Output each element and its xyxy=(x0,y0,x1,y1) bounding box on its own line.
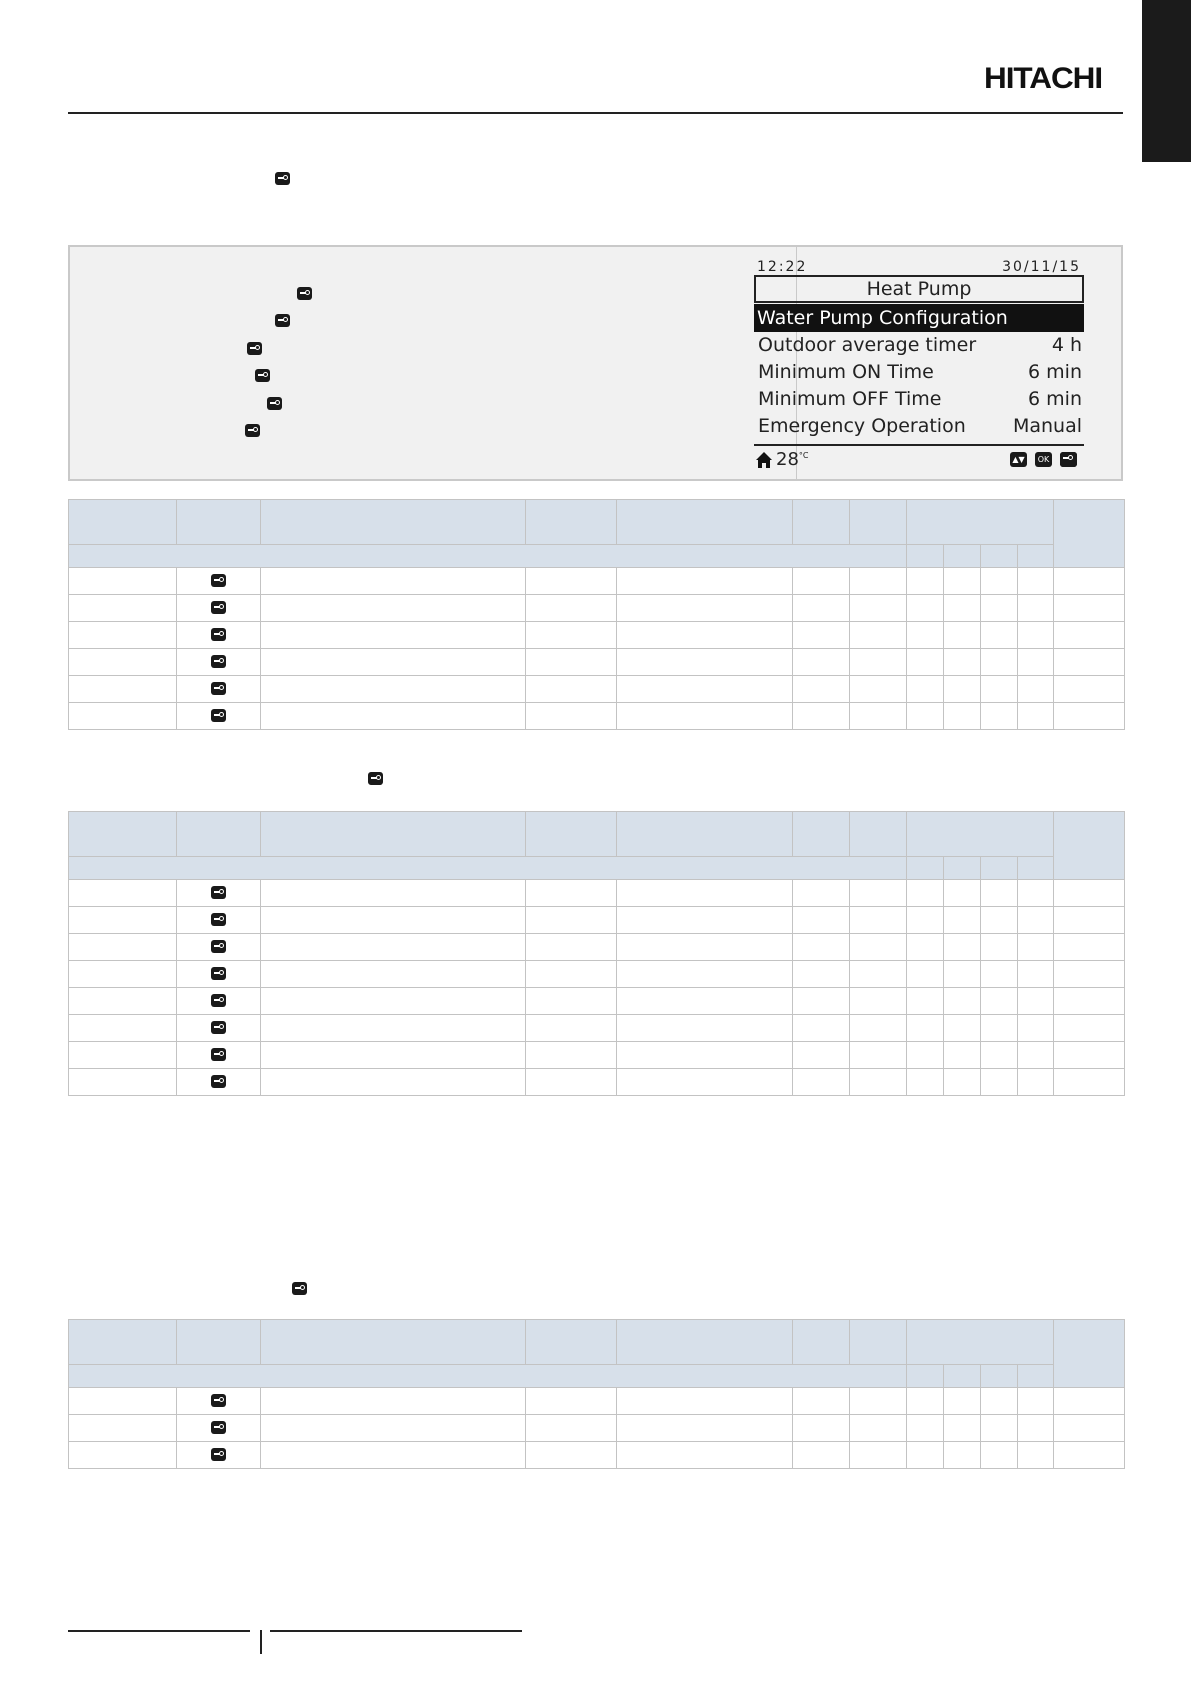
table-cell xyxy=(69,1388,177,1415)
table-cell xyxy=(261,649,526,676)
footer-rule xyxy=(270,1630,522,1632)
table-cell xyxy=(850,1415,907,1442)
table-cell xyxy=(526,1069,617,1096)
table-row xyxy=(69,649,1125,676)
table-cell xyxy=(261,934,526,961)
table-cell xyxy=(793,961,850,988)
key-icon xyxy=(255,369,270,382)
table-cell xyxy=(1054,622,1125,649)
table-cell xyxy=(617,934,793,961)
table-cell xyxy=(907,649,944,676)
lcd-footer-divider xyxy=(754,444,1084,446)
table-row xyxy=(69,934,1125,961)
table-cell xyxy=(261,1388,526,1415)
table-cell xyxy=(1018,568,1054,595)
table-cell xyxy=(944,1388,981,1415)
table-cell xyxy=(944,649,981,676)
table-cell xyxy=(907,961,944,988)
table-cell xyxy=(617,568,793,595)
table-cell xyxy=(907,1015,944,1042)
table-cell xyxy=(793,1442,850,1469)
table-cell xyxy=(617,1388,793,1415)
table-cell xyxy=(526,934,617,961)
table-cell xyxy=(981,880,1018,907)
lcd-row-value: Manual xyxy=(1012,415,1082,437)
table-cell xyxy=(793,595,850,622)
key-icon xyxy=(211,940,226,953)
table-cell xyxy=(793,1015,850,1042)
table-cell xyxy=(981,988,1018,1015)
table-cell xyxy=(69,934,177,961)
table-cell xyxy=(944,703,981,730)
access-level-cell xyxy=(177,649,261,676)
table-cell xyxy=(69,1415,177,1442)
table-cell xyxy=(1054,595,1125,622)
table-subheader-row xyxy=(69,545,1125,568)
table-cell xyxy=(1018,703,1054,730)
table-cell xyxy=(1018,961,1054,988)
table-cell xyxy=(617,676,793,703)
table-row xyxy=(69,622,1125,649)
table-cell xyxy=(617,1442,793,1469)
table-row xyxy=(69,1015,1125,1042)
table-cell xyxy=(1054,703,1125,730)
key-icon xyxy=(211,1048,226,1061)
header-divider xyxy=(68,112,1123,114)
parameter-table xyxy=(68,499,1125,730)
lcd-row-minimum-off-time[interactable] xyxy=(754,386,1084,412)
table-cell xyxy=(1054,1415,1125,1442)
key-icon xyxy=(211,913,226,926)
table-cell xyxy=(907,988,944,1015)
table-cell xyxy=(793,1415,850,1442)
access-level-cell xyxy=(177,988,261,1015)
access-level-cell xyxy=(177,1442,261,1469)
table-cell xyxy=(981,622,1018,649)
table-cell xyxy=(850,934,907,961)
lcd-row-value: 4 h xyxy=(1051,334,1082,356)
parameter-table xyxy=(68,1319,1125,1469)
table-cell xyxy=(617,1415,793,1442)
table-cell xyxy=(981,1015,1018,1042)
table-cell xyxy=(1054,1069,1125,1096)
key-icon xyxy=(292,1282,307,1295)
table-cell xyxy=(1054,568,1125,595)
key-icon xyxy=(211,994,226,1007)
table-cell xyxy=(69,676,177,703)
outdoor-temperature-unit: °C xyxy=(798,451,809,460)
key-icon xyxy=(211,1421,226,1434)
key-icon xyxy=(211,682,226,695)
table-cell xyxy=(1018,1069,1054,1096)
lcd-time: 12:22 xyxy=(757,259,808,275)
table-cell xyxy=(1018,649,1054,676)
table-cell xyxy=(981,1042,1018,1069)
table-cell xyxy=(1018,1042,1054,1069)
table-cell xyxy=(69,568,177,595)
access-level-cell xyxy=(177,1069,261,1096)
key-icon xyxy=(368,772,383,785)
parameter-table xyxy=(68,811,1125,1096)
table-cell xyxy=(1018,676,1054,703)
table-cell xyxy=(850,1442,907,1469)
table-cell xyxy=(617,907,793,934)
table-cell xyxy=(793,649,850,676)
table-cell xyxy=(69,988,177,1015)
table-cell xyxy=(69,880,177,907)
table-cell xyxy=(944,1042,981,1069)
table-cell xyxy=(526,907,617,934)
table-cell xyxy=(944,1015,981,1042)
table-cell xyxy=(261,880,526,907)
table-cell xyxy=(526,649,617,676)
table-cell xyxy=(944,880,981,907)
access-level-cell xyxy=(177,622,261,649)
table-cell xyxy=(526,1388,617,1415)
lcd-date: 30/11/15 xyxy=(1002,259,1081,275)
table-cell xyxy=(944,1442,981,1469)
table-cell xyxy=(944,622,981,649)
table-cell xyxy=(907,595,944,622)
table-cell xyxy=(944,961,981,988)
table-cell xyxy=(1018,1442,1054,1469)
table-cell xyxy=(1054,880,1125,907)
table-cell xyxy=(907,622,944,649)
table-cell xyxy=(69,622,177,649)
table-row xyxy=(69,1042,1125,1069)
key-icon xyxy=(245,424,260,437)
table-cell xyxy=(261,961,526,988)
chapter-tab-marker xyxy=(1142,0,1191,162)
table-cell xyxy=(617,961,793,988)
table-cell xyxy=(907,568,944,595)
table-cell xyxy=(944,907,981,934)
table-cell xyxy=(526,595,617,622)
table-cell xyxy=(261,907,526,934)
table-cell xyxy=(617,703,793,730)
footer-rule xyxy=(68,1630,250,1632)
table-cell xyxy=(1054,649,1125,676)
table-cell xyxy=(69,907,177,934)
table-cell xyxy=(526,622,617,649)
lcd-row-value: 6 min xyxy=(1028,388,1082,410)
access-level-cell xyxy=(177,1388,261,1415)
table-cell xyxy=(907,676,944,703)
table-cell xyxy=(69,595,177,622)
key-icon[interactable] xyxy=(1060,452,1077,467)
lcd-menu-title: Heat Pump xyxy=(754,275,1084,303)
table-cell xyxy=(907,1415,944,1442)
table-cell xyxy=(1054,961,1125,988)
table-row xyxy=(69,961,1125,988)
table-cell xyxy=(1054,1015,1125,1042)
table-cell xyxy=(907,1442,944,1469)
table-cell xyxy=(907,703,944,730)
table-body xyxy=(69,1388,1125,1469)
lcd-row-minimum-on-time[interactable] xyxy=(754,359,1084,385)
lcd-row-label: Minimum OFF Time xyxy=(758,388,942,410)
table-cell xyxy=(261,568,526,595)
outdoor-temperature-value: 28 xyxy=(776,449,799,470)
table-cell xyxy=(981,568,1018,595)
table-cell xyxy=(850,676,907,703)
table-cell xyxy=(617,988,793,1015)
table-body xyxy=(69,880,1125,1096)
access-level-cell xyxy=(177,676,261,703)
key-icon xyxy=(267,397,282,410)
table-cell xyxy=(1018,1388,1054,1415)
table-cell xyxy=(981,649,1018,676)
table-cell xyxy=(850,595,907,622)
table-cell xyxy=(261,622,526,649)
table-cell xyxy=(69,703,177,730)
table-cell xyxy=(1054,934,1125,961)
lcd-row-label: Minimum ON Time xyxy=(758,361,934,383)
table-cell xyxy=(1018,595,1054,622)
table-cell xyxy=(981,1388,1018,1415)
table-row xyxy=(69,1415,1125,1442)
table-cell xyxy=(907,934,944,961)
table-cell xyxy=(1054,1388,1125,1415)
table-cell xyxy=(261,676,526,703)
table-cell xyxy=(981,934,1018,961)
table-cell xyxy=(981,1415,1018,1442)
lcd-screen xyxy=(754,257,1084,475)
table-cell xyxy=(981,595,1018,622)
lcd-row-value: 6 min xyxy=(1028,361,1082,383)
table-cell xyxy=(944,1415,981,1442)
table-cell xyxy=(1018,1415,1054,1442)
table-cell xyxy=(261,988,526,1015)
table-cell xyxy=(793,988,850,1015)
table-cell xyxy=(850,649,907,676)
table-cell xyxy=(850,568,907,595)
access-level-cell xyxy=(177,880,261,907)
access-level-cell xyxy=(177,934,261,961)
key-icon xyxy=(211,709,226,722)
ok-button-icon[interactable]: OK xyxy=(1035,452,1052,467)
table-header-row xyxy=(69,500,1125,545)
table-cell xyxy=(261,1015,526,1042)
table-cell xyxy=(261,1042,526,1069)
key-icon xyxy=(211,886,226,899)
table-cell xyxy=(981,676,1018,703)
table-cell xyxy=(526,1442,617,1469)
table-row xyxy=(69,595,1125,622)
table-cell xyxy=(69,649,177,676)
table-subheader-row xyxy=(69,1365,1125,1388)
access-level-cell xyxy=(177,595,261,622)
key-icon xyxy=(247,342,262,355)
table-row xyxy=(69,676,1125,703)
table-cell xyxy=(261,1442,526,1469)
key-icon xyxy=(211,628,226,641)
table-cell xyxy=(526,988,617,1015)
table-cell xyxy=(850,1069,907,1096)
table-cell xyxy=(1054,907,1125,934)
table-cell xyxy=(850,880,907,907)
table-cell xyxy=(69,1442,177,1469)
key-icon xyxy=(211,1394,226,1407)
table-cell xyxy=(617,1042,793,1069)
table-cell xyxy=(944,1069,981,1096)
table-cell xyxy=(850,1015,907,1042)
key-icon xyxy=(211,967,226,980)
table-cell xyxy=(69,1015,177,1042)
table-cell xyxy=(793,703,850,730)
footer-separator xyxy=(260,1630,262,1654)
table-cell xyxy=(69,961,177,988)
table-cell xyxy=(850,1388,907,1415)
lcd-footer xyxy=(754,448,1084,472)
access-level-cell xyxy=(177,1042,261,1069)
key-icon xyxy=(297,287,312,300)
access-level-cell xyxy=(177,1415,261,1442)
table-cell xyxy=(907,1069,944,1096)
lcd-row-outdoor-average-timer[interactable] xyxy=(754,332,1084,358)
table-cell xyxy=(793,1069,850,1096)
table-cell xyxy=(793,1042,850,1069)
table-row xyxy=(69,907,1125,934)
table-cell xyxy=(1054,988,1125,1015)
table-cell xyxy=(261,1415,526,1442)
key-icon xyxy=(275,314,290,327)
table-cell xyxy=(526,1015,617,1042)
outdoor-temperature xyxy=(776,449,809,470)
key-glyph xyxy=(1060,452,1077,467)
table-cell xyxy=(1018,880,1054,907)
arrow-up-down-icon[interactable]: ▲▼ xyxy=(1010,452,1027,467)
table-subheader-row xyxy=(69,857,1125,880)
table-cell xyxy=(617,1069,793,1096)
table-cell xyxy=(1018,988,1054,1015)
table-header-row xyxy=(69,1320,1125,1365)
key-icon xyxy=(211,1448,226,1461)
table-cell xyxy=(907,1042,944,1069)
table-header-row xyxy=(69,812,1125,857)
table-cell xyxy=(617,1015,793,1042)
table-cell xyxy=(850,907,907,934)
table-cell xyxy=(69,1042,177,1069)
table-row xyxy=(69,1442,1125,1469)
table-row xyxy=(69,1069,1125,1096)
table-cell xyxy=(1054,676,1125,703)
table-cell xyxy=(793,622,850,649)
lcd-row-label: Emergency Operation xyxy=(758,415,966,437)
key-icon xyxy=(211,574,226,587)
table-cell xyxy=(526,676,617,703)
table-row xyxy=(69,1388,1125,1415)
house-icon xyxy=(755,451,773,469)
access-level-cell xyxy=(177,907,261,934)
table-cell xyxy=(617,649,793,676)
table-cell xyxy=(793,880,850,907)
table-cell xyxy=(1018,1015,1054,1042)
lcd-selected-item[interactable]: Water Pump Configuration xyxy=(754,304,1084,332)
table-cell xyxy=(981,907,1018,934)
table-cell xyxy=(69,1069,177,1096)
key-icon xyxy=(211,655,226,668)
access-level-cell xyxy=(177,703,261,730)
table-cell xyxy=(526,703,617,730)
key-icon xyxy=(211,1075,226,1088)
table-cell xyxy=(907,880,944,907)
table-cell xyxy=(944,595,981,622)
table-cell xyxy=(261,1069,526,1096)
access-level-cell xyxy=(177,1015,261,1042)
table-cell xyxy=(850,622,907,649)
table-cell xyxy=(944,934,981,961)
table-cell xyxy=(981,961,1018,988)
table-row xyxy=(69,703,1125,730)
table-cell xyxy=(261,595,526,622)
key-icon xyxy=(275,172,290,185)
table-cell xyxy=(793,676,850,703)
table-cell xyxy=(981,1442,1018,1469)
table-cell xyxy=(1054,1442,1125,1469)
table-cell xyxy=(617,880,793,907)
table-cell xyxy=(907,1388,944,1415)
table-body xyxy=(69,568,1125,730)
table-cell xyxy=(617,622,793,649)
table-cell xyxy=(526,1042,617,1069)
table-cell xyxy=(1018,934,1054,961)
table-cell xyxy=(981,703,1018,730)
table-cell xyxy=(793,1388,850,1415)
table-cell xyxy=(1018,622,1054,649)
key-icon xyxy=(211,601,226,614)
table-cell xyxy=(617,595,793,622)
access-level-cell xyxy=(177,568,261,595)
table-cell xyxy=(793,907,850,934)
table-cell xyxy=(1054,1042,1125,1069)
table-cell xyxy=(850,988,907,1015)
table-cell xyxy=(850,961,907,988)
table-cell xyxy=(526,568,617,595)
lcd-row-label: Outdoor average timer xyxy=(758,334,977,356)
table-cell xyxy=(944,676,981,703)
lcd-row-emergency-operation[interactable] xyxy=(754,413,1084,439)
brand-logo: HITACHI xyxy=(984,62,1103,95)
key-icon xyxy=(211,1021,226,1034)
table-cell xyxy=(907,907,944,934)
table-cell xyxy=(526,880,617,907)
table-cell xyxy=(526,961,617,988)
table-cell xyxy=(944,988,981,1015)
table-cell xyxy=(944,568,981,595)
access-level-cell xyxy=(177,961,261,988)
table-row xyxy=(69,880,1125,907)
table-cell xyxy=(850,703,907,730)
table-cell xyxy=(981,1069,1018,1096)
table-cell xyxy=(850,1042,907,1069)
table-row xyxy=(69,568,1125,595)
table-cell xyxy=(526,1415,617,1442)
table-cell xyxy=(793,934,850,961)
table-cell xyxy=(793,568,850,595)
table-row xyxy=(69,988,1125,1015)
table-cell xyxy=(1018,907,1054,934)
table-cell xyxy=(261,703,526,730)
